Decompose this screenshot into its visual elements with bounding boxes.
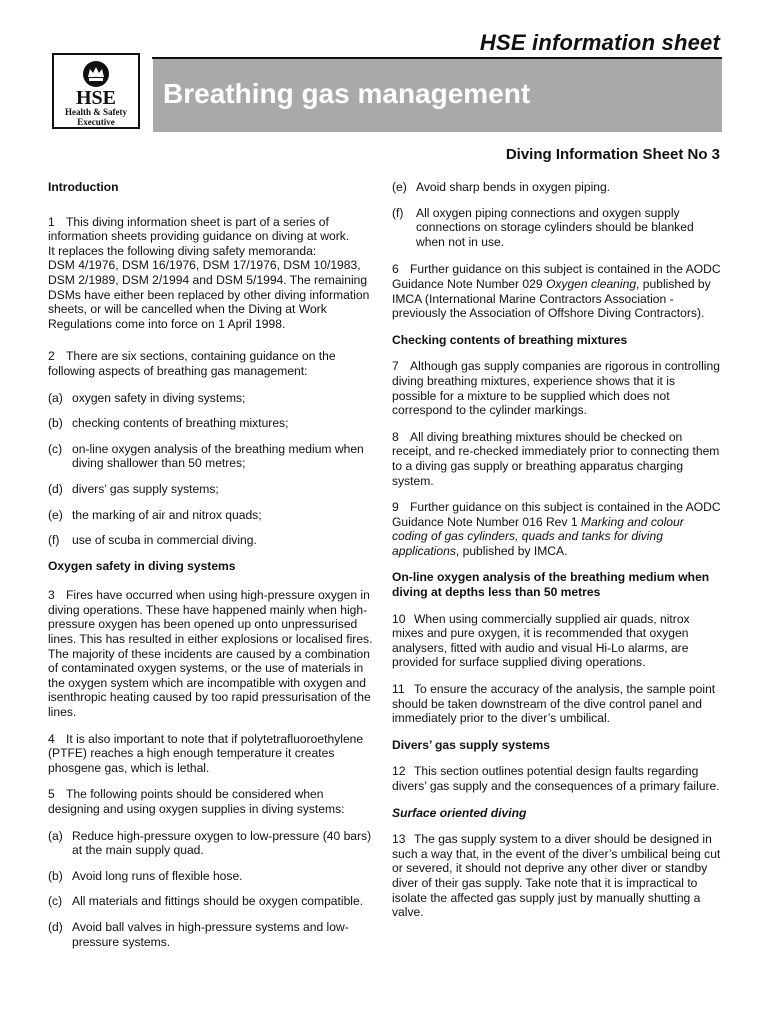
list-item: (b) Avoid long runs of flexible hose. (48, 868, 243, 883)
list-item: (c) on-line oxygen analysis of the breathing medium when diving shallower than 50 metres; (48, 441, 364, 471)
list-item: (a) oxygen safety in diving systems; (48, 390, 246, 405)
list-item: (e) Avoid sharp bends in oxygen piping. (392, 180, 611, 194)
paragraph-number: 13 (392, 832, 406, 847)
paragraph-5: 5 The following points should be considered when designing and using oxygen supplies in diving systems: (48, 787, 345, 816)
list-item: (f) use of scuba in commercial diving. (48, 533, 257, 548)
paragraph-number: 8 (392, 429, 399, 444)
list-item: (a) Reduce high-pressure oxygen to low-pressure (40 bars) at the main supply quad. (48, 828, 372, 858)
paragraph-8: 8 All diving breathing mixtures should be checked on receipt, and re-checked immediately prior to connecting them to a diving gas supply or breathing apparatus charging system. (392, 429, 720, 488)
paragraph-10: 10 When using commercially supplied air quads, nitrox mixes and pure oxygen, it is recommended that oxygen analysers, fitted with audio and visual Hi-Lo alarms, are provided for surface supplied diving operations. (392, 611, 690, 670)
crown-icon (81, 59, 111, 89)
sheet-number: Diving Information Sheet No 3 (505, 146, 720, 163)
logo-hse: HSE (75, 87, 117, 109)
series-title: HSE information sheet (479, 30, 720, 55)
section-heading-oxygen-safety: Oxygen safety in diving systems (48, 558, 236, 573)
logo-line2: Executive (77, 117, 115, 127)
paragraph-number: 10 (392, 611, 406, 626)
paragraph-number: 1 (48, 214, 55, 229)
section-heading-gas-supply: Divers’ gas supply systems (392, 737, 550, 752)
paragraph-3: 3 Fires have occurred when using high-pressure oxygen in diving operations. These have happened mainly when high-pressure oxygen has been opened up onto unpressurised lines. This has resulted in either explosions or localised fires. The majority of these incidents are caused by a combination of contaminated oxygen systems, or the use of materials in the oxygen system which are incompatible with oxygen and isenthropic heating caused by too rapid pressurisation of the lines. (48, 588, 373, 720)
right-column (392, 180, 722, 932)
paragraph-6: 6 Further guidance on this subject is contained in the AODC Guidance Note Number 029 Oxygen cleaning, published by IMCA (International Marine Contractors Association - previously the Association of Offshore Diving Contractors). (392, 262, 721, 321)
paragraph-number: 7 (392, 359, 399, 374)
paragraph-1: 1 This diving information sheet is part of a series of information sheets providing guidance on diving at work. It replaces the following diving safety memoranda: DSM 4/1976, DSM 16/1976, DSM 17/1976, DSM 10/1983, DSM 2/1989, DSM 2/1994 and DSM 5/1994. The remaining DSMs have either been replaced by other diving information sheets, or will be cancelled when the Diving at Work Regulations come into force on 1 April 1998. (48, 214, 370, 331)
paragraph-4: 4 It is also important to note that if polytetrafluoroethylene (PTFE) reaches a high enough temperature it creates phosgene gas, which is lethal. (48, 731, 364, 775)
list-item: (e) the marking of air and nitrox quads; (48, 507, 262, 522)
paragraph-number: 5 (48, 787, 55, 802)
list-item: (f) All oxygen piping connections and oxygen supply connections on storage cylinders should be blanked when not in use. (392, 205, 694, 249)
paragraph-9: 9 Further guidance on this subject is contained in the AODC Guidance Note Number 016 Rev 1 Marking and colour coding of gas cylinders, quads and tanks for diving applications, published by IMCA. (392, 500, 721, 558)
title-banner (153, 59, 722, 132)
paragraph-2: 2 There are six sections, containing guidance on the following aspects of breathing gas management: (48, 349, 336, 378)
paragraph-number: 2 (48, 349, 55, 364)
list-item: (b) checking contents of breathing mixtures; (48, 416, 289, 431)
paragraph-11: 11 To ensure the accuracy of the analysis, the sample point should be taken downstream of the dive control panel and immediately prior to the diver’s umbilical. (392, 682, 716, 726)
list-item: (c) All materials and fittings should be oxygen compatible. (48, 894, 364, 909)
oxygen-points-list (48, 829, 376, 950)
list-item: (d) Avoid ball valves in high-pressure systems and low-pressure systems. (48, 919, 349, 949)
paragraph-12: 12 This section outlines potential design faults regarding divers’ gas supply and the consequences of a primary failure. (392, 764, 720, 793)
section-heading-introduction: Introduction (48, 180, 119, 194)
paragraph-number: 9 (392, 500, 399, 515)
aspects-list (48, 391, 376, 548)
hse-logo (52, 53, 140, 129)
paragraph-7: 7 Although gas supply companies are rigorous in controlling diving breathing mixtures, experience shows that it is possible for a mixture to be supplied which does not correspond to the cylinder markings. (392, 359, 720, 418)
left-column (48, 180, 376, 960)
subheading-surface-oriented: Surface oriented diving (392, 805, 527, 820)
paragraph-number: 6 (392, 262, 399, 277)
paragraph-number: 12 (392, 764, 406, 779)
paragraph-number: 11 (392, 682, 405, 697)
section-heading-checking-contents: Checking contents of breathing mixtures (392, 332, 628, 347)
logo-line1: Health & Safety (65, 107, 127, 117)
list-item: (d) divers’ gas supply systems; (48, 481, 219, 496)
paragraph-number: 4 (48, 731, 55, 746)
section-heading-online-analysis: On-line oxygen analysis of the breathing medium when diving at depths less than 50 metres (392, 570, 710, 600)
paragraph-13: 13 The gas supply system to a diver should be designed in such a way that, in the event of the diver’s umbilical being cut or severed, it should not deprive any other diver or standby diver of their gas supply. Take note that it is impractical to isolate the affected gas supply just by manually shutting a valve. (392, 832, 721, 920)
paragraph-number: 3 (48, 588, 55, 603)
page-title: Breathing gas management (163, 78, 531, 109)
